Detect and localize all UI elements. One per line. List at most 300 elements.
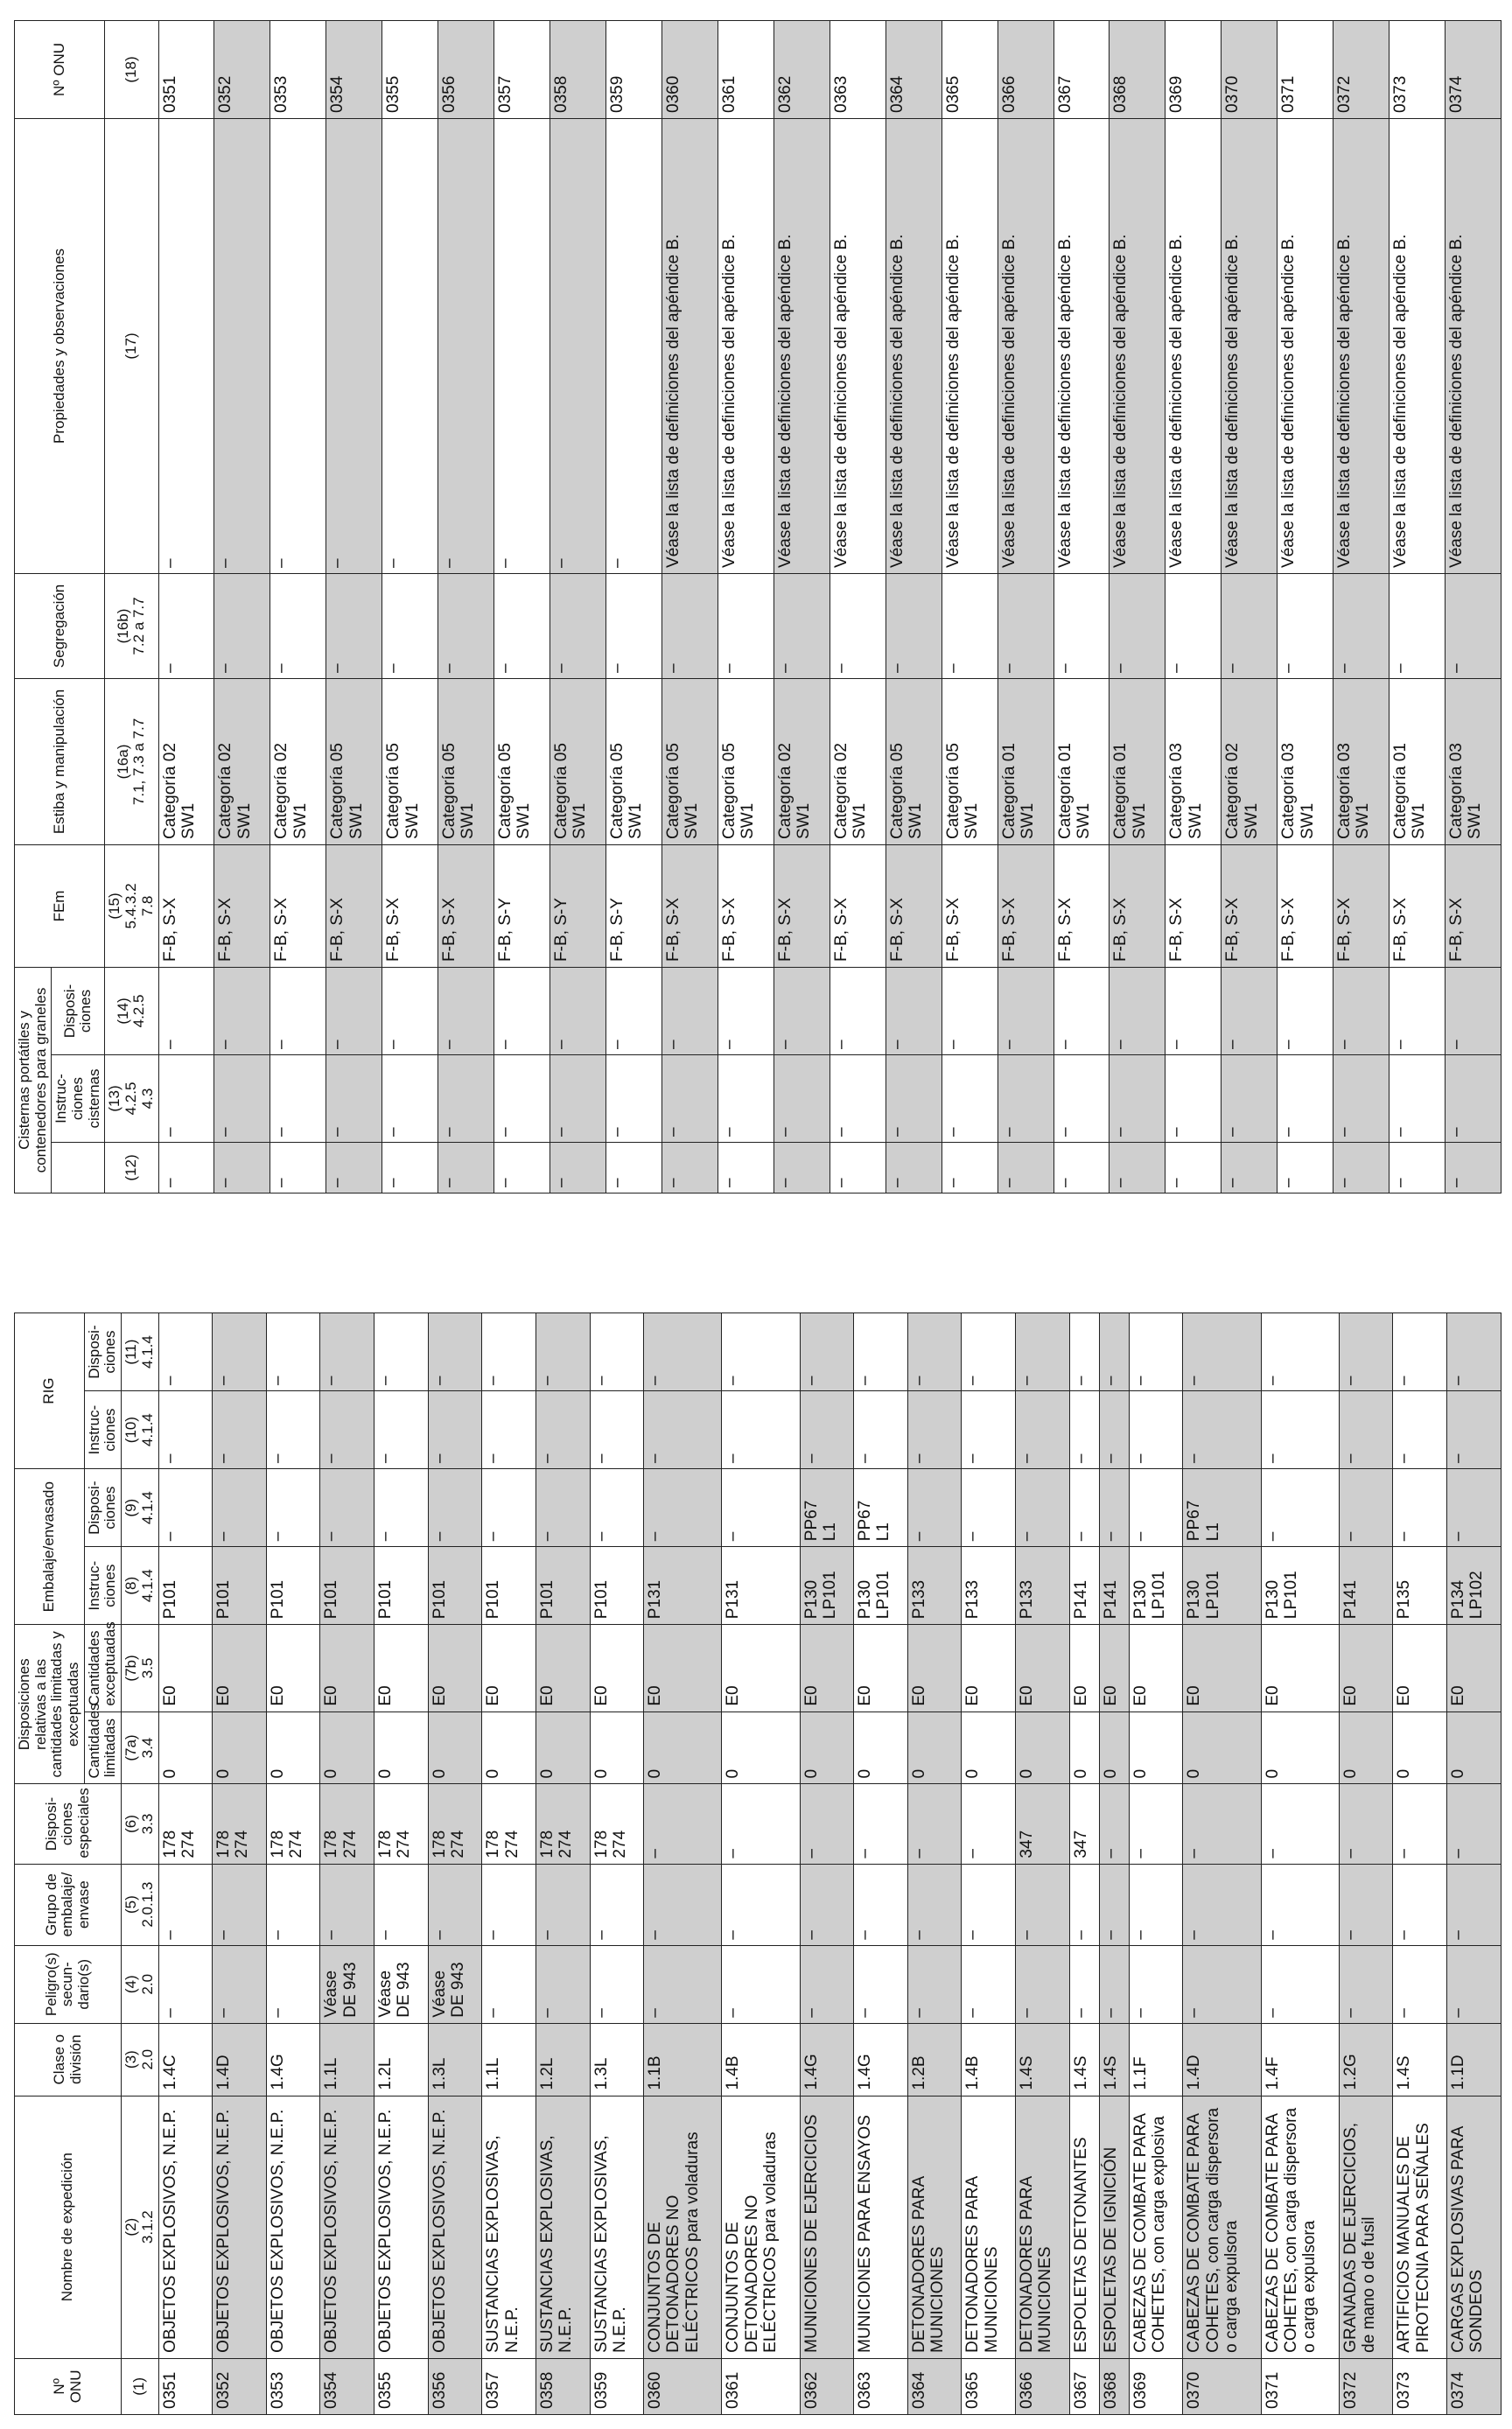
cell-tank-instruction: – — [942, 1055, 998, 1143]
cell-class: 1.1D — [1447, 2023, 1502, 2096]
cell-packing-provision: – — [266, 1469, 320, 1547]
cell-class: 1.4S — [1393, 2023, 1447, 2096]
cell-subsidiary-hazard: Véase DE 943 — [320, 1945, 374, 2023]
cell-segregation: – — [662, 573, 718, 678]
cell-packing-provision: – — [482, 1469, 536, 1547]
cell-excepted-quantity: E0 — [1447, 1625, 1502, 1712]
cell-subsidiary-hazard: – — [1069, 1945, 1099, 2023]
table-row — [214, 20, 270, 1193]
cell-subsidiary-hazard: – — [1016, 1945, 1070, 2023]
cell-ibc-instruction: – — [962, 1391, 1016, 1469]
cell-packing-provision: – — [1393, 1469, 1447, 1547]
cell-un-number: 0362 — [800, 2358, 854, 2414]
cell-ibc-provision: – — [482, 1313, 536, 1391]
table-row — [320, 1313, 374, 2415]
cell-ibc-instruction: – — [1069, 1391, 1099, 1469]
cell-shipping-name: CONJUNTOS DE DETONADORES NO ELÉCTRICOS para voladuras — [722, 2096, 800, 2358]
cell-un-number: 0358 — [550, 20, 606, 118]
cell-excepted-quantity: E0 — [1016, 1625, 1070, 1712]
cell-packing-instruction: P134 LP102 — [1447, 1547, 1502, 1625]
cell-col12: – — [438, 1143, 494, 1194]
cell-un-number: 0357 — [482, 2358, 536, 2414]
cell-segregation: – — [158, 573, 214, 678]
dangerous-goods-table-part-1 — [14, 1312, 1502, 2415]
cell-class: 1.3L — [590, 2023, 644, 2096]
cell-un-number: 0351 — [158, 20, 214, 118]
cell-excepted-quantity: E0 — [374, 1625, 429, 1712]
cell-un-number: 0353 — [270, 20, 326, 118]
cell-packing-provision: – — [962, 1469, 1016, 1547]
cell-special-provisions: 178 274 — [320, 1784, 374, 1864]
table-row — [590, 1313, 644, 2415]
cell-col12: – — [1278, 1143, 1334, 1194]
cell-segregation: – — [382, 573, 438, 678]
cell-tank-provision: – — [494, 967, 550, 1054]
cell-class: 1.4D — [1183, 2023, 1261, 2096]
cell-tank-provision: – — [886, 967, 942, 1054]
header-un-number: Nº ONU — [15, 2358, 122, 2414]
cell-subsidiary-hazard: – — [854, 1945, 908, 2023]
cell-segregation: – — [774, 573, 830, 678]
cell-packing-provision: – — [1339, 1469, 1393, 1547]
column-number-cell: (5) 2.0.1.3 — [122, 1864, 158, 1945]
cell-ibc-provision: – — [962, 1313, 1016, 1391]
cell-tank-provision: – — [1334, 967, 1390, 1054]
cell-packing-provision: – — [213, 1469, 267, 1547]
cell-stowage: Categoría 03 SW1 — [1446, 678, 1502, 844]
cell-ibc-provision: – — [320, 1313, 374, 1391]
cell-class: 1.2B — [907, 2023, 962, 2096]
cell-tank-provision: – — [550, 967, 606, 1054]
cell-segregation: – — [1054, 573, 1110, 678]
cell-tank-provision: – — [326, 967, 382, 1054]
cell-class: 1.1B — [644, 2023, 722, 2096]
cell-properties: Véase la lista de definiciones del apéndice B. — [998, 118, 1054, 573]
cell-class: 1.2L — [374, 2023, 429, 2096]
table-row — [494, 20, 550, 1193]
cell-packing-provision: – — [428, 1469, 482, 1547]
column-number-cell: (12) — [105, 1143, 158, 1194]
cell-segregation: – — [1166, 573, 1222, 678]
cell-segregation: – — [1222, 573, 1278, 678]
cell-shipping-name: SUSTANCIAS EXPLOSIVAS, N.E.P. — [482, 2096, 536, 2358]
cell-excepted-quantity: E0 — [1183, 1625, 1261, 1712]
header-limited: Cantidades limitadas — [84, 1712, 121, 1784]
cell-special-provisions: – — [1393, 1784, 1447, 1864]
cell-packing-provision: – — [158, 1469, 213, 1547]
cell-ibc-instruction: – — [320, 1391, 374, 1469]
cell-ibc-provision: – — [158, 1313, 213, 1391]
cell-packing-instruction: P141 — [1339, 1547, 1393, 1625]
cell-special-provisions: 178 274 — [374, 1784, 429, 1864]
cell-special-provisions: – — [722, 1784, 800, 1864]
cell-ibc-provision: – — [1099, 1313, 1129, 1391]
cell-segregation: – — [942, 573, 998, 678]
cell-class: 1.1F — [1129, 2023, 1183, 2096]
cell-packing-group: – — [800, 1864, 854, 1945]
cell-packing-group: – — [590, 1864, 644, 1945]
cell-packing-provision: – — [590, 1469, 644, 1547]
cell-ems: F-B, S-X — [1446, 844, 1502, 967]
cell-un-number: 0373 — [1393, 2358, 1447, 2414]
cell-ibc-provision: – — [1016, 1313, 1070, 1391]
cell-class: 1.4S — [1069, 2023, 1099, 2096]
column-number-cell: (7b) 3.5 — [122, 1625, 158, 1712]
cell-subsidiary-hazard: – — [800, 1945, 854, 2023]
cell-packing-instruction: P141 — [1099, 1547, 1129, 1625]
cell-excepted-quantity: E0 — [1393, 1625, 1447, 1712]
cell-shipping-name: OBJETOS EXPLOSIVOS, N.E.P. — [158, 2096, 213, 2358]
cell-properties: – — [326, 118, 382, 573]
cell-packing-group: – — [536, 1864, 590, 1945]
cell-segregation: – — [214, 573, 270, 678]
cell-limited-quantity: 0 — [854, 1712, 908, 1784]
header-properties: Propiedades y observaciones — [15, 118, 105, 573]
table-row — [536, 1313, 590, 2415]
cell-properties: – — [270, 118, 326, 573]
cell-packing-group: – — [374, 1864, 429, 1945]
cell-un-number: 0370 — [1222, 20, 1278, 118]
cell-segregation: – — [886, 573, 942, 678]
cell-tank-provision: – — [214, 967, 270, 1054]
cell-excepted-quantity: E0 — [644, 1625, 722, 1712]
table-row — [662, 20, 718, 1193]
table-row — [1054, 20, 1110, 1193]
cell-packing-instruction: P130 LP101 — [800, 1547, 854, 1625]
cell-packing-group: – — [854, 1864, 908, 1945]
table-row — [1339, 1313, 1393, 2415]
cell-tank-provision: – — [1446, 967, 1502, 1054]
cell-ibc-instruction: – — [644, 1391, 722, 1469]
cell-stowage: Categoría 05 SW1 — [326, 678, 382, 844]
table-row — [1183, 1313, 1261, 2415]
cell-excepted-quantity: E0 — [1261, 1625, 1339, 1712]
cell-class: 1.4S — [1099, 2023, 1129, 2096]
cell-subsidiary-hazard: Véase DE 943 — [428, 1945, 482, 2023]
cell-subsidiary-hazard: – — [482, 1945, 536, 2023]
cell-class: 1.4B — [722, 2023, 800, 2096]
cell-tank-provision: – — [718, 967, 774, 1054]
cell-ems: F-B, S-X — [1166, 844, 1222, 967]
cell-ems: F-B, S-X — [1110, 844, 1166, 967]
cell-stowage: Categoría 05 SW1 — [662, 678, 718, 844]
cell-packing-provision: PP67 L1 — [854, 1469, 908, 1547]
cell-ibc-instruction: – — [722, 1391, 800, 1469]
cell-col12: – — [1166, 1143, 1222, 1194]
cell-packing-group: – — [1069, 1864, 1099, 1945]
cell-ibc-provision: – — [1393, 1313, 1447, 1391]
cell-un-number: 0362 — [774, 20, 830, 118]
header-shipping-name: Nombre de expedición — [15, 2096, 122, 2358]
cell-excepted-quantity: E0 — [320, 1625, 374, 1712]
cell-limited-quantity: 0 — [1129, 1712, 1183, 1784]
cell-shipping-name: SUSTANCIAS EXPLOSIVAS, N.E.P. — [590, 2096, 644, 2358]
cell-col12: – — [718, 1143, 774, 1194]
cell-packing-instruction: P101 — [590, 1547, 644, 1625]
cell-ibc-provision: – — [536, 1313, 590, 1391]
cell-class: 1.1L — [482, 2023, 536, 2096]
cell-segregation: – — [1446, 573, 1502, 678]
cell-properties: Véase la lista de definiciones del apéndice B. — [886, 118, 942, 573]
cell-un-number: 0354 — [326, 20, 382, 118]
table-row — [1099, 1313, 1129, 2415]
cell-excepted-quantity: E0 — [266, 1625, 320, 1712]
cell-stowage: Categoría 01 SW1 — [998, 678, 1054, 844]
cell-subsidiary-hazard: – — [907, 1945, 962, 2023]
cell-excepted-quantity: E0 — [1099, 1625, 1129, 1712]
table-a-body — [158, 1313, 1502, 2415]
cell-un-number: 0355 — [374, 2358, 429, 2414]
column-number-cell: (16b) 7.2 a 7.7 — [105, 573, 158, 678]
cell-ibc-instruction: – — [854, 1391, 908, 1469]
column-number-cell: (2) 3.1.2 — [122, 2096, 158, 2358]
cell-shipping-name: OBJETOS EXPLOSIVOS, N.E.P. — [266, 2096, 320, 2358]
cell-ibc-provision: – — [854, 1313, 908, 1391]
cell-limited-quantity: 0 — [1069, 1712, 1099, 1784]
cell-un-number: 0360 — [644, 2358, 722, 2414]
cell-un-number: 0358 — [536, 2358, 590, 2414]
header-un-number-right: Nº ONU — [15, 20, 105, 118]
cell-limited-quantity: 0 — [1016, 1712, 1070, 1784]
cell-tank-provision: – — [158, 967, 214, 1054]
cell-packing-group: – — [320, 1864, 374, 1945]
cell-packing-provision: – — [1261, 1469, 1339, 1547]
cell-tank-instruction: – — [1110, 1055, 1166, 1143]
table-row — [482, 1313, 536, 2415]
cell-stowage: Categoría 03 SW1 — [1166, 678, 1222, 844]
cell-limited-quantity: 0 — [266, 1712, 320, 1784]
cell-stowage: Categoría 02 SW1 — [774, 678, 830, 844]
cell-limited-quantity: 0 — [428, 1712, 482, 1784]
cell-subsidiary-hazard: – — [266, 1945, 320, 2023]
cell-stowage: Categoría 01 SW1 — [1390, 678, 1446, 844]
column-number-cell: (16a) 7.1, 7.3 a 7.7 — [105, 678, 158, 844]
cell-ems: F-B, S-X — [718, 844, 774, 967]
cell-un-number: 0352 — [213, 2358, 267, 2414]
cell-col12: – — [662, 1143, 718, 1194]
table-b-rotated — [14, 21, 1502, 1194]
cell-un-number: 0357 — [494, 20, 550, 118]
cell-un-number: 0361 — [722, 2358, 800, 2414]
cell-excepted-quantity: E0 — [482, 1625, 536, 1712]
header-limited-excepted: Disposiciones relativas a las cantidades limitadas y exceptuadas — [15, 1625, 85, 1784]
header-subsidiary-hazard: Peligro(s) secun- dario(s) — [15, 1945, 122, 2023]
cell-col12: – — [214, 1143, 270, 1194]
cell-un-number: 0355 — [382, 20, 438, 118]
cell-packing-provision: – — [1099, 1469, 1129, 1547]
cell-un-number: 0374 — [1447, 2358, 1502, 2414]
table-b-body — [158, 20, 1502, 1193]
cell-ems: F-B, S-X — [830, 844, 886, 967]
cell-ems: F-B, S-Y — [606, 844, 662, 967]
cell-special-provisions: 347 — [1069, 1784, 1099, 1864]
cell-shipping-name: ARTIFICIOS MANUALES DE PIROTECNIA PARA SEÑALES — [1393, 2096, 1447, 2358]
cell-packing-provision: PP67 L1 — [800, 1469, 854, 1547]
cell-tank-provision: – — [1222, 967, 1278, 1054]
cell-excepted-quantity: E0 — [1069, 1625, 1099, 1712]
table-row — [1129, 1313, 1183, 2415]
cell-ibc-instruction: – — [213, 1391, 267, 1469]
cell-stowage: Categoría 02 SW1 — [214, 678, 270, 844]
cell-shipping-name: SUSTANCIAS EXPLOSIVAS, N.E.P. — [536, 2096, 590, 2358]
cell-class: 1.4G — [266, 2023, 320, 2096]
cell-ibc-instruction: – — [536, 1391, 590, 1469]
cell-tank-instruction: – — [998, 1055, 1054, 1143]
cell-properties: Véase la lista de definiciones del apéndice B. — [1222, 118, 1278, 573]
cell-shipping-name: CABEZAS DE COMBATE PARA COHETES, con carga dispersora o carga expulsora — [1183, 2096, 1261, 2358]
cell-tank-instruction: – — [1446, 1055, 1502, 1143]
cell-ems: F-B, S-X — [998, 844, 1054, 967]
cell-class: 1.4B — [962, 2023, 1016, 2096]
cell-col12: – — [326, 1143, 382, 1194]
cell-special-provisions: 178 274 — [158, 1784, 213, 1864]
cell-packing-provision: – — [644, 1469, 722, 1547]
cell-special-provisions: – — [962, 1784, 1016, 1864]
cell-class: 1.2G — [1339, 2023, 1393, 2096]
cell-packing-group: – — [1339, 1864, 1393, 1945]
cell-col12: – — [1054, 1143, 1110, 1194]
cell-segregation: – — [998, 573, 1054, 678]
cell-ibc-instruction: – — [1447, 1391, 1502, 1469]
column-number-cell: (9) 4.1.4 — [122, 1469, 158, 1547]
cell-tank-provision: – — [270, 967, 326, 1054]
cell-packing-instruction: P130 LP101 — [1261, 1547, 1339, 1625]
table-row — [854, 1313, 908, 2415]
column-number-row — [105, 20, 158, 1193]
cell-tank-provision: – — [1166, 967, 1222, 1054]
cell-packing-instruction: P130 LP101 — [1183, 1547, 1261, 1625]
cell-properties: – — [158, 118, 214, 573]
cell-stowage: Categoría 03 SW1 — [1278, 678, 1334, 844]
cell-limited-quantity: 0 — [482, 1712, 536, 1784]
cell-un-number: 0374 — [1446, 20, 1502, 118]
table-row — [1166, 20, 1222, 1193]
cell-stowage: Categoría 02 SW1 — [1222, 678, 1278, 844]
cell-excepted-quantity: E0 — [854, 1625, 908, 1712]
cell-ibc-provision: – — [1069, 1313, 1099, 1391]
cell-limited-quantity: 0 — [1183, 1712, 1261, 1784]
cell-stowage: Categoría 05 SW1 — [438, 678, 494, 844]
cell-col12: – — [1334, 1143, 1390, 1194]
cell-tank-provision: – — [1390, 967, 1446, 1054]
cell-shipping-name: DETONADORES PARA MUNICIONES — [907, 2096, 962, 2358]
cell-properties: Véase la lista de definiciones del apéndice B. — [830, 118, 886, 573]
cell-ems: F-B, S-X — [662, 844, 718, 967]
cell-shipping-name: DETONADORES PARA MUNICIONES — [962, 2096, 1016, 2358]
cell-col12: – — [886, 1143, 942, 1194]
cell-stowage: Categoría 05 SW1 — [494, 678, 550, 844]
cell-ems: F-B, S-X — [1334, 844, 1390, 967]
cell-col12: – — [1110, 1143, 1166, 1194]
header-class: Clase o división — [15, 2023, 122, 2096]
cell-packing-group: – — [1099, 1864, 1129, 1945]
cell-subsidiary-hazard: – — [1261, 1945, 1339, 2023]
table-row — [606, 20, 662, 1193]
cell-stowage: Categoría 01 SW1 — [1054, 678, 1110, 844]
cell-packing-provision: – — [1129, 1469, 1183, 1547]
cell-packing-instruction: P131 — [722, 1547, 800, 1625]
cell-un-number: 0359 — [606, 20, 662, 118]
cell-packing-group: – — [1183, 1864, 1261, 1945]
table-row — [644, 1313, 722, 2415]
cell-tank-provision: – — [1054, 967, 1110, 1054]
cell-special-provisions: 178 274 — [536, 1784, 590, 1864]
cell-packing-provision: PP67 L1 — [1183, 1469, 1261, 1547]
cell-special-provisions: – — [907, 1784, 962, 1864]
cell-segregation: – — [438, 573, 494, 678]
cell-packing-instruction: P133 — [907, 1547, 962, 1625]
table-row — [718, 20, 774, 1193]
cell-ibc-provision: – — [374, 1313, 429, 1391]
cell-un-number: 0363 — [830, 20, 886, 118]
cell-limited-quantity: 0 — [1099, 1712, 1129, 1784]
cell-packing-instruction: P130 LP101 — [1129, 1547, 1183, 1625]
cell-packing-group: – — [1261, 1864, 1339, 1945]
table-row — [158, 20, 214, 1193]
cell-properties: – — [494, 118, 550, 573]
cell-tank-instruction: – — [1222, 1055, 1278, 1143]
cell-un-number: 0361 — [718, 20, 774, 118]
cell-col12: – — [606, 1143, 662, 1194]
cell-col12: – — [494, 1143, 550, 1194]
table-row — [800, 1313, 854, 2415]
table-row — [382, 20, 438, 1193]
table-row — [886, 20, 942, 1193]
cell-class: 1.4D — [213, 2023, 267, 2096]
cell-limited-quantity: 0 — [590, 1712, 644, 1784]
cell-un-number: 0368 — [1099, 2358, 1129, 2414]
cell-ibc-instruction: – — [590, 1391, 644, 1469]
cell-ibc-instruction: – — [1129, 1391, 1183, 1469]
cell-excepted-quantity: E0 — [158, 1625, 213, 1712]
cell-special-provisions: – — [1447, 1784, 1502, 1864]
cell-ems: F-B, S-X — [326, 844, 382, 967]
cell-excepted-quantity: E0 — [722, 1625, 800, 1712]
cell-tank-provision: – — [1278, 967, 1334, 1054]
cell-shipping-name: ESPOLETAS DE IGNICIÓN — [1099, 2096, 1129, 2358]
cell-segregation: – — [494, 573, 550, 678]
column-number-row — [122, 1313, 158, 2415]
column-number-cell: (4) 2.0 — [122, 1945, 158, 2023]
cell-un-number: 0372 — [1334, 20, 1390, 118]
cell-tank-provision: – — [606, 967, 662, 1054]
table-row — [830, 20, 886, 1193]
column-number-cell: (14) 4.2.5 — [105, 967, 158, 1054]
cell-class: 1.3L — [428, 2023, 482, 2096]
cell-packing-provision: – — [1447, 1469, 1502, 1547]
cell-limited-quantity: 0 — [962, 1712, 1016, 1784]
cell-tank-instruction: – — [326, 1055, 382, 1143]
cell-special-provisions: 178 274 — [428, 1784, 482, 1864]
cell-properties: Véase la lista de definiciones del apéndice B. — [718, 118, 774, 573]
cell-excepted-quantity: E0 — [1129, 1625, 1183, 1712]
cell-limited-quantity: 0 — [907, 1712, 962, 1784]
cell-un-number: 0367 — [1069, 2358, 1099, 2414]
cell-properties: – — [438, 118, 494, 573]
table-row — [774, 20, 830, 1193]
cell-segregation: – — [718, 573, 774, 678]
cell-properties: Véase la lista de definiciones del apéndice B. — [774, 118, 830, 573]
cell-tank-instruction: – — [494, 1055, 550, 1143]
cell-un-number: 0369 — [1129, 2358, 1183, 2414]
table-row — [942, 20, 998, 1193]
cell-shipping-name: CABEZAS DE COMBATE PARA COHETES, con carga dispersora o carga expulsora — [1261, 2096, 1339, 2358]
cell-limited-quantity: 0 — [374, 1712, 429, 1784]
cell-class: 1.4G — [800, 2023, 854, 2096]
cell-un-number: 0373 — [1390, 20, 1446, 118]
column-number-cell: (15) 5.4.3.2 7.8 — [105, 844, 158, 967]
cell-segregation: – — [550, 573, 606, 678]
